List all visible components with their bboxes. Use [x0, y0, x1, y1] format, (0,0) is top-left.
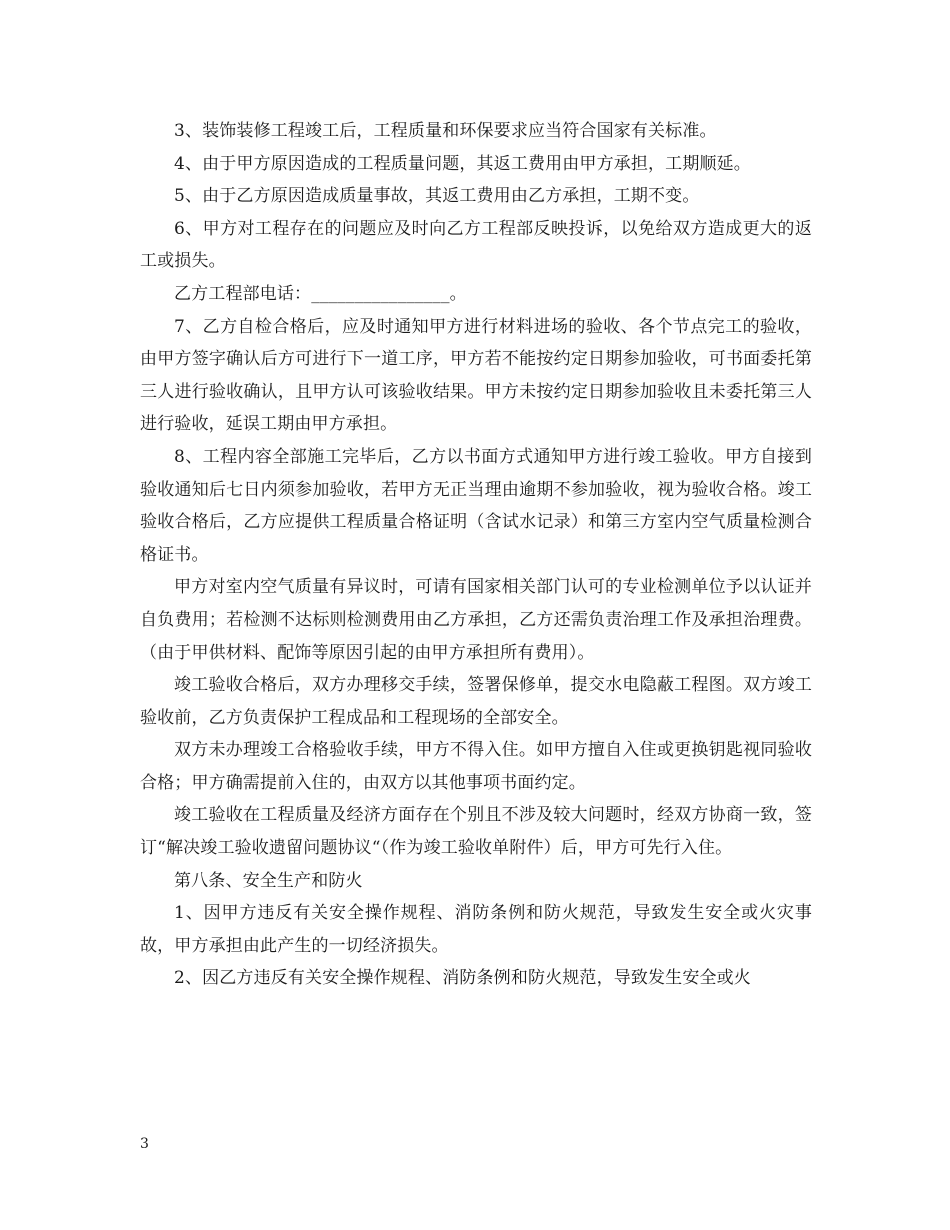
- phone-line: 乙方工程部电话：________________。: [174, 283, 467, 304]
- section-heading: 第八条、安全生产和防火: [174, 870, 363, 891]
- paragraph: 竣工验收在工程质量及经济方面存在个别且不涉及较大问题时，经双方协商一致，签订“解决竣工验收遗留问题协议“（作为竣工验收单附件）后，甲方可先行入住。: [140, 805, 812, 859]
- paragraph: 7、乙方自检合格后，应及时通知甲方进行材料进场的验收、各个节点完工的验收，由甲方签字确认后方可进行下一道工序，甲方若不能按约定日期参加验收，可书面委托第三人进行验收确认，且甲方认可该验收结果。甲方未按约定日期参加验收且未委托第三人进行验收，延误工期由甲方承担。: [140, 316, 812, 435]
- paragraph: 竣工验收合格后，双方办理移交手续，签署保修单，提交水电隐蔽工程图。双方竣工验收前，乙方负责保护工程成品和工程现场的全部安全。: [140, 675, 812, 728]
- paragraph: 4、由于甲方原因造成的工程质量问题，其返工费用由甲方承担，工期顺延。: [174, 153, 751, 174]
- paragraph: 5、由于乙方原因造成质量事故，其返工费用由乙方承担，工期不变。: [174, 186, 700, 207]
- paragraph: 1、因甲方违反有关安全操作规程、消防条例和防火规范，导致发生安全或火灾事故，甲方承担由此产生的一切经济损失。: [140, 903, 812, 956]
- paragraph: 2、因乙方违反有关安全操作规程、消防条例和防火规范，导致发生安全或火: [174, 968, 751, 989]
- document-body: [140, 115, 812, 995]
- paragraph: 8、工程内容全部施工完毕后，乙方以书面方式通知甲方进行竣工验收。甲方自接到验收通知后七日内须参加验收，若甲方无正当理由逾期不参加验收，视为验收合格。竣工验收合格后，乙方应提供工程质量合格证明（含试水记录）和第三方室内空气质量检测合格证书。: [140, 446, 812, 565]
- page-number: 3: [140, 1136, 149, 1152]
- paragraph: 3、装饰装修工程竣工后，工程质量和环保要求应当符合国家有关标准。: [174, 121, 717, 141]
- paragraph: 甲方对室内空气质量有异议时，可请有国家相关部门认可的专业检测单位予以认证并自负费用；若检测不达标则检测费用由乙方承担，乙方还需负责治理工作及承担治理费。（由于甲供材料、配饰等原因引起的由甲方承担所有费用）。: [140, 577, 812, 663]
- paragraph: 双方未办理竣工合格验收手续，甲方不得入住。如甲方擅自入住或更换钥匙视同验收合格；甲方确需提前入住的，由双方以其他事项书面约定。: [140, 740, 812, 793]
- paragraph: 6、甲方对工程存在的问题应及时向乙方工程部反映投诉，以免给双方造成更大的返工或损失。: [140, 218, 812, 272]
